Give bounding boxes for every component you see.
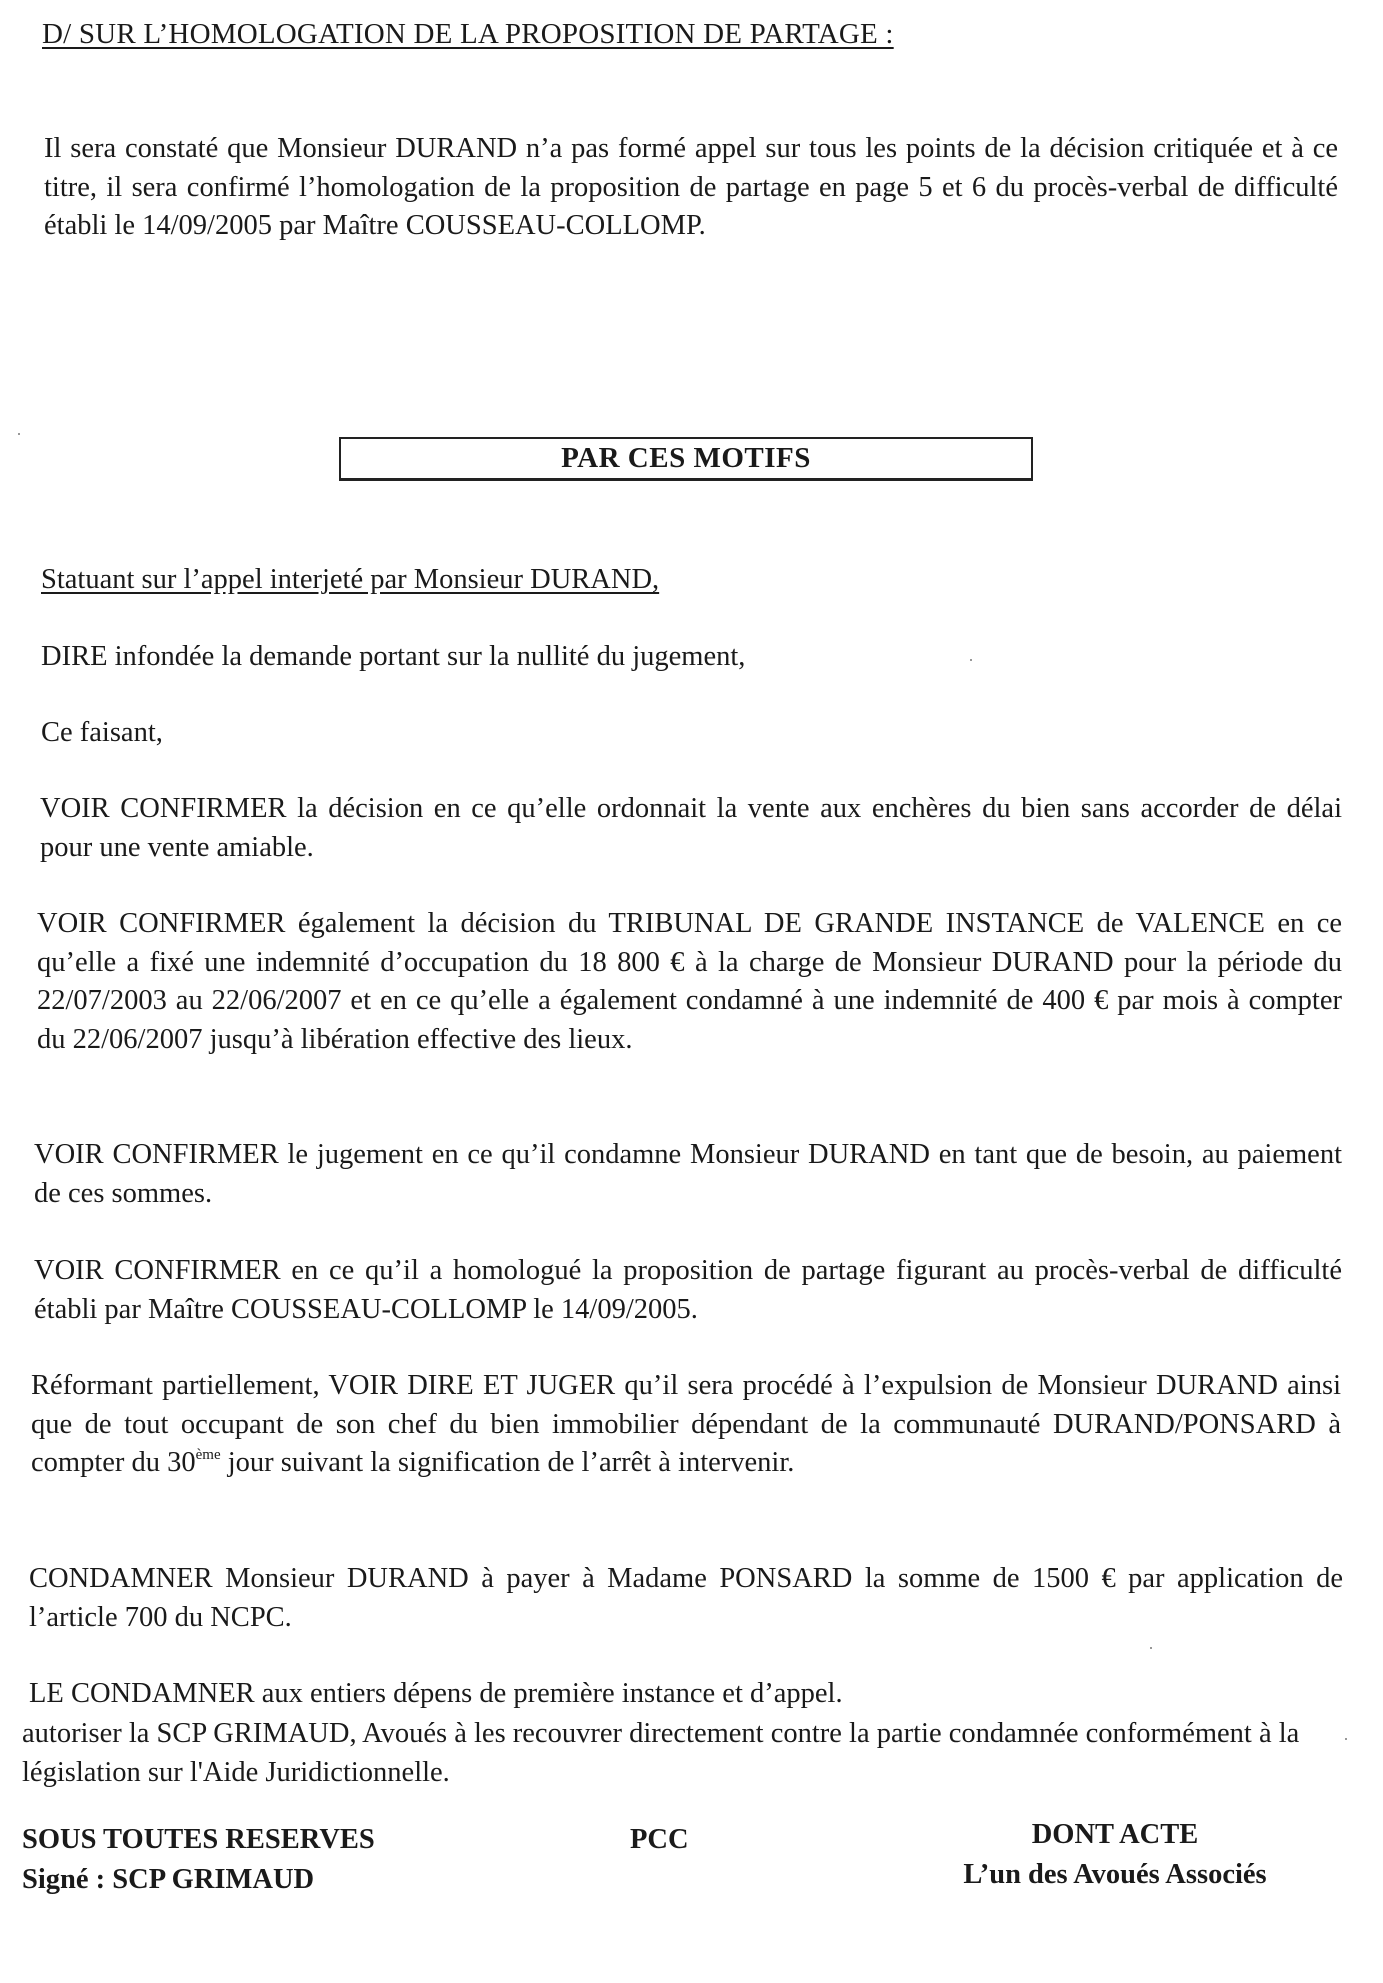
signature-right [915,1815,1315,1895]
signature-center [630,1820,689,1860]
motifs-title: PAR CES MOTIFS [561,442,811,474]
scan-speck [1150,1647,1152,1649]
motifs-title-box [339,437,1033,481]
autoriser-paragraph: autoriser la SCP GRIMAUD, Avoués à les recouvrer directement contre la partie condamnée conformément à la législation sur l'Aide Juridictionnelle. [22,1718,1300,1788]
reserves-line: SOUS TOUTES RESERVES [22,1824,375,1855]
reformant-superscript: ème [195,1447,221,1463]
section-heading: D/ SUR L’HOMOLOGATION DE LA PROPOSITION DE PARTAGE : [42,18,894,50]
reformant-text-end: jour suivant la signification de l’arrêt à intervenir. [220,1447,795,1478]
confirmer-jugement-paragraph: VOIR CONFIRMER le jugement en ce qu’il condamne Monsieur DURAND en tant que de besoin, au paiement de ces sommes. [34,1139,1342,1209]
confirmer-homologue-paragraph: VOIR CONFIRMER en ce qu’il a homologué la proposition de partage figurant au procès-verbal de difficulté établi par Maître COUSSEAU-COLLOMP le 14/09/2005. [34,1255,1342,1325]
scan-speck [1345,1738,1347,1740]
signe-line: Signé : SCP GRIMAUD [22,1864,315,1895]
homologation-paragraph: Il sera constaté que Monsieur DURAND n’a pas formé appel sur tous les points de la décision critiquée et à ce titre, il sera confirmé l’homologation de la proposition de partage en page 5 et 6 du procès-verbal de difficulté établi le 14/09/2005 par Maître COUSSEAU-COLLOMP. [44,133,1338,241]
scan-speck [18,433,20,435]
dire-infondee-paragraph: DIRE infondée la demande portant sur la nullité du jugement, [41,641,746,672]
reformant-paragraph [31,1367,1341,1483]
statuant-line: Statuant sur l’appel interjeté par Monsieur DURAND, [41,564,660,595]
condamner-depens-paragraph: LE CONDAMNER aux entiers dépens de première instance et d’appel. [29,1678,843,1709]
ce-faisant-line: Ce faisant, [41,717,163,748]
condamner-payer-paragraph: CONDAMNER Monsieur DURAND à payer à Madame PONSARD la somme de 1500 € par application de l’article 700 du NCPC. [29,1563,1343,1633]
scan-speck [970,659,972,661]
avoues-line: L’un des Avoués Associés [963,1859,1267,1890]
dont-acte-line: DONT ACTE [1031,1819,1199,1850]
confirmer-vente-paragraph: VOIR CONFIRMER la décision en ce qu’elle ordonnait la vente aux enchères du bien sans accorder de délai pour une vente amiable. [40,793,1342,863]
reformant-text: Réformant partiellement, VOIR DIRE ET JUGER qu’il sera procédé à l’expulsion de Monsieur DURAND ainsi que de tout occupant de son chef du bien immobilier dépendant de la communauté DURAND/PONSARD à compter du 30 [31,1370,1341,1478]
confirmer-indemnite-paragraph: VOIR CONFIRMER également la décision du TRIBUNAL DE GRANDE INSTANCE de VALENCE en ce qu’elle a fixé une indemnité d’occupation du 18 800 € à la charge de Monsieur DURAND pour la période du 22/07/2003 au 22/06/2007 et en ce qu’elle a également condamné à une indemnité de 400 € par mois à compter du 22/06/2007 jusqu’à libération effective des lieux. [37,908,1342,1055]
pcc-label: PCC [630,1824,689,1855]
signature-left [22,1820,375,1900]
